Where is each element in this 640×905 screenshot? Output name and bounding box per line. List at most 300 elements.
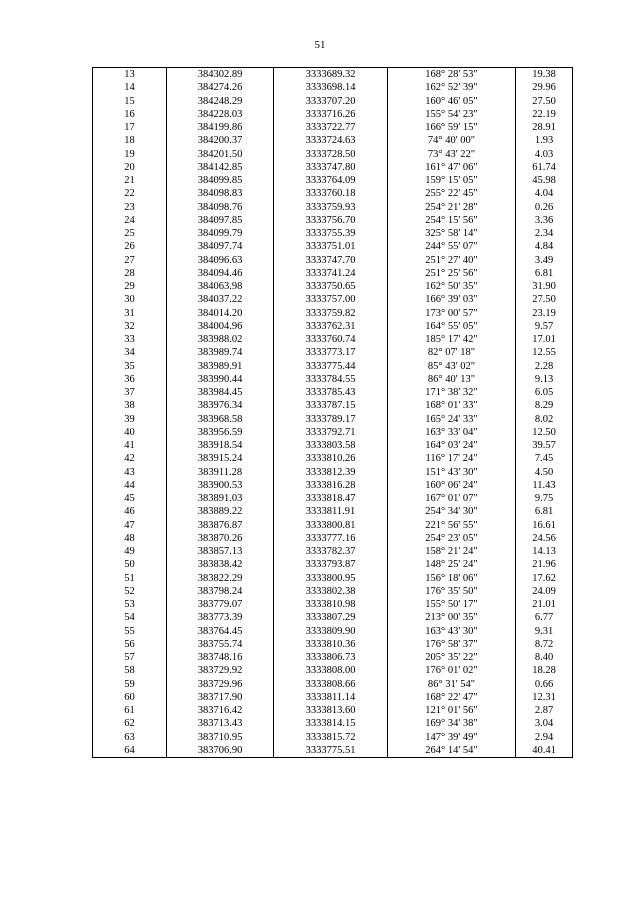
table-row <box>93 452 573 465</box>
page-number: 51 <box>314 39 326 51</box>
point-number-cell: 36 <box>93 373 167 386</box>
bearing-cell: 73° 43' 22" <box>388 148 516 161</box>
distance-cell: 2.87 <box>516 704 573 717</box>
y-coordinate-cell: 3333816.28 <box>274 479 388 492</box>
y-coordinate-cell: 3333760.74 <box>274 333 388 346</box>
table-row <box>93 293 573 306</box>
x-coordinate-cell: 383838.42 <box>167 558 274 571</box>
table-row <box>93 466 573 479</box>
distance-cell: 6.81 <box>516 267 573 280</box>
y-coordinate-cell: 3333722.77 <box>274 121 388 134</box>
x-coordinate-cell: 383968.58 <box>167 413 274 426</box>
y-coordinate-cell: 3333755.39 <box>274 227 388 240</box>
table-row <box>93 625 573 638</box>
bearing-cell: 251° 27' 40" <box>388 254 516 267</box>
bearing-cell: 121° 01' 56" <box>388 704 516 717</box>
bearing-cell: 173° 00' 57" <box>388 307 516 320</box>
coordinates-table-body <box>93 68 573 758</box>
x-coordinate-cell: 383900.53 <box>167 479 274 492</box>
bearing-cell: 163° 43' 30" <box>388 625 516 638</box>
point-number-cell: 32 <box>93 320 167 333</box>
distance-cell: 27.50 <box>516 293 573 306</box>
bearing-cell: 155° 54' 23" <box>388 108 516 121</box>
x-coordinate-cell: 383876.87 <box>167 519 274 532</box>
x-coordinate-cell: 383990.44 <box>167 373 274 386</box>
point-number-cell: 46 <box>93 505 167 518</box>
bearing-cell: 156° 18' 06" <box>388 572 516 585</box>
point-number-cell: 33 <box>93 333 167 346</box>
point-number-cell: 34 <box>93 346 167 359</box>
bearing-cell: 166° 59' 15" <box>388 121 516 134</box>
bearing-cell: 254° 15' 56" <box>388 214 516 227</box>
point-number-cell: 22 <box>93 187 167 200</box>
bearing-cell: 86° 31' 54" <box>388 678 516 691</box>
y-coordinate-cell: 3333698.14 <box>274 81 388 94</box>
bearing-cell: 160° 46' 05" <box>388 95 516 108</box>
point-number-cell: 63 <box>93 731 167 744</box>
point-number-cell: 52 <box>93 585 167 598</box>
x-coordinate-cell: 383755.74 <box>167 638 274 651</box>
x-coordinate-cell: 384037.22 <box>167 293 274 306</box>
point-number-cell: 38 <box>93 399 167 412</box>
y-coordinate-cell: 3333806.73 <box>274 651 388 664</box>
x-coordinate-cell: 384097.85 <box>167 214 274 227</box>
table-row <box>93 505 573 518</box>
bearing-cell: 176° 35' 50" <box>388 585 516 598</box>
y-coordinate-cell: 3333811.91 <box>274 505 388 518</box>
x-coordinate-cell: 383717.90 <box>167 691 274 704</box>
distance-cell: 8.72 <box>516 638 573 651</box>
point-number-cell: 60 <box>93 691 167 704</box>
distance-cell: 45.98 <box>516 174 573 187</box>
bearing-cell: 116° 17' 24" <box>388 452 516 465</box>
table-row <box>93 227 573 240</box>
point-number-cell: 25 <box>93 227 167 240</box>
bearing-cell: 168° 01' 33" <box>388 399 516 412</box>
bearing-cell: 160° 06' 24" <box>388 479 516 492</box>
bearing-cell: 158° 21' 24" <box>388 545 516 558</box>
point-number-cell: 31 <box>93 307 167 320</box>
distance-cell: 1.93 <box>516 134 573 147</box>
y-coordinate-cell: 3333773.17 <box>274 346 388 359</box>
table-row <box>93 598 573 611</box>
bearing-cell: 185° 17' 42" <box>388 333 516 346</box>
point-number-cell: 19 <box>93 148 167 161</box>
distance-cell: 21.01 <box>516 598 573 611</box>
distance-cell: 9.31 <box>516 625 573 638</box>
x-coordinate-cell: 383911.28 <box>167 466 274 479</box>
bearing-cell: 148° 25' 24" <box>388 558 516 571</box>
point-number-cell: 44 <box>93 479 167 492</box>
table-row <box>93 95 573 108</box>
table-row <box>93 360 573 373</box>
point-number-cell: 59 <box>93 678 167 691</box>
bearing-cell: 164° 03' 24" <box>388 439 516 452</box>
x-coordinate-cell: 383956.59 <box>167 426 274 439</box>
bearing-cell: 165° 24' 33" <box>388 413 516 426</box>
bearing-cell: 169° 34' 38" <box>388 717 516 730</box>
y-coordinate-cell: 3333724.63 <box>274 134 388 147</box>
bearing-cell: 168° 22' 47" <box>388 691 516 704</box>
point-number-cell: 16 <box>93 108 167 121</box>
distance-cell: 28.91 <box>516 121 573 134</box>
bearing-cell: 147° 39' 49" <box>388 731 516 744</box>
x-coordinate-cell: 384228.03 <box>167 108 274 121</box>
x-coordinate-cell: 383798.24 <box>167 585 274 598</box>
x-coordinate-cell: 384096.63 <box>167 254 274 267</box>
table-row <box>93 81 573 94</box>
distance-cell: 12.31 <box>516 691 573 704</box>
y-coordinate-cell: 3333787.15 <box>274 399 388 412</box>
x-coordinate-cell: 384098.76 <box>167 201 274 214</box>
bearing-cell: 166° 39' 03" <box>388 293 516 306</box>
x-coordinate-cell: 383889.22 <box>167 505 274 518</box>
point-number-cell: 27 <box>93 254 167 267</box>
point-number-cell: 13 <box>93 68 167 82</box>
distance-cell: 16.61 <box>516 519 573 532</box>
x-coordinate-cell: 384094.46 <box>167 267 274 280</box>
distance-cell: 9.13 <box>516 373 573 386</box>
distance-cell: 6.81 <box>516 505 573 518</box>
y-coordinate-cell: 3333803.58 <box>274 439 388 452</box>
point-number-cell: 42 <box>93 452 167 465</box>
distance-cell: 22.19 <box>516 108 573 121</box>
bearing-cell: 254° 34' 30" <box>388 505 516 518</box>
table-row <box>93 532 573 545</box>
table-row <box>93 320 573 333</box>
table-row <box>93 267 573 280</box>
bearing-cell: 254° 23' 05" <box>388 532 516 545</box>
table-row <box>93 254 573 267</box>
table-row <box>93 386 573 399</box>
table-row <box>93 108 573 121</box>
y-coordinate-cell: 3333759.93 <box>274 201 388 214</box>
y-coordinate-cell: 3333807.29 <box>274 611 388 624</box>
y-coordinate-cell: 3333759.82 <box>274 307 388 320</box>
x-coordinate-cell: 384099.85 <box>167 174 274 187</box>
coordinates-table <box>92 67 573 758</box>
x-coordinate-cell: 383773.39 <box>167 611 274 624</box>
point-number-cell: 64 <box>93 744 167 758</box>
x-coordinate-cell: 383984.45 <box>167 386 274 399</box>
distance-cell: 40.41 <box>516 744 573 758</box>
bearing-cell: 167° 01' 07" <box>388 492 516 505</box>
table-row <box>93 519 573 532</box>
point-number-cell: 26 <box>93 240 167 253</box>
x-coordinate-cell: 383891.03 <box>167 492 274 505</box>
point-number-cell: 62 <box>93 717 167 730</box>
distance-cell: 19.38 <box>516 68 573 82</box>
table-row <box>93 678 573 691</box>
distance-cell: 4.04 <box>516 187 573 200</box>
x-coordinate-cell: 383976.34 <box>167 399 274 412</box>
table-row <box>93 333 573 346</box>
y-coordinate-cell: 3333762.31 <box>274 320 388 333</box>
x-coordinate-cell: 383989.74 <box>167 346 274 359</box>
y-coordinate-cell: 3333716.26 <box>274 108 388 121</box>
table-row <box>93 201 573 214</box>
point-number-cell: 49 <box>93 545 167 558</box>
distance-cell: 2.34 <box>516 227 573 240</box>
bearing-cell: 213° 00' 35" <box>388 611 516 624</box>
table-row <box>93 240 573 253</box>
table-row <box>93 161 573 174</box>
x-coordinate-cell: 383764.45 <box>167 625 274 638</box>
table-row <box>93 399 573 412</box>
distance-cell: 14.13 <box>516 545 573 558</box>
table-row <box>93 373 573 386</box>
bearing-cell: 205° 35' 22" <box>388 651 516 664</box>
y-coordinate-cell: 3333777.16 <box>274 532 388 545</box>
x-coordinate-cell: 384014.20 <box>167 307 274 320</box>
x-coordinate-cell: 384098.83 <box>167 187 274 200</box>
y-coordinate-cell: 3333810.98 <box>274 598 388 611</box>
y-coordinate-cell: 3333785.43 <box>274 386 388 399</box>
table-row <box>93 717 573 730</box>
bearing-cell: 155° 50' 17" <box>388 598 516 611</box>
bearing-cell: 176° 01' 02" <box>388 664 516 677</box>
point-number-cell: 47 <box>93 519 167 532</box>
bearing-cell: 325° 58' 14" <box>388 227 516 240</box>
point-number-cell: 48 <box>93 532 167 545</box>
y-coordinate-cell: 3333784.55 <box>274 373 388 386</box>
bearing-cell: 163° 33' 04" <box>388 426 516 439</box>
bearing-cell: 164° 55' 05" <box>388 320 516 333</box>
table-row <box>93 413 573 426</box>
table-row <box>93 585 573 598</box>
table-row <box>93 214 573 227</box>
y-coordinate-cell: 3333756.70 <box>274 214 388 227</box>
bearing-cell: 221° 56' 55" <box>388 519 516 532</box>
x-coordinate-cell: 384248.29 <box>167 95 274 108</box>
bearing-cell: 151° 43' 30" <box>388 466 516 479</box>
y-coordinate-cell: 3333760.18 <box>274 187 388 200</box>
table-row <box>93 638 573 651</box>
x-coordinate-cell: 383779.07 <box>167 598 274 611</box>
y-coordinate-cell: 3333811.14 <box>274 691 388 704</box>
x-coordinate-cell: 383706.90 <box>167 744 274 758</box>
distance-cell: 7.45 <box>516 452 573 465</box>
point-number-cell: 43 <box>93 466 167 479</box>
table-row <box>93 572 573 585</box>
y-coordinate-cell: 3333750.65 <box>274 280 388 293</box>
bearing-cell: 74° 40' 00" <box>388 134 516 147</box>
y-coordinate-cell: 3333814.15 <box>274 717 388 730</box>
x-coordinate-cell: 384302.89 <box>167 68 274 82</box>
x-coordinate-cell: 384201.50 <box>167 148 274 161</box>
y-coordinate-cell: 3333747.70 <box>274 254 388 267</box>
table-row <box>93 492 573 505</box>
distance-cell: 3.36 <box>516 214 573 227</box>
point-number-cell: 39 <box>93 413 167 426</box>
x-coordinate-cell: 383918.54 <box>167 439 274 452</box>
y-coordinate-cell: 3333802.38 <box>274 585 388 598</box>
bearing-cell: 162° 52' 39" <box>388 81 516 94</box>
y-coordinate-cell: 3333815.72 <box>274 731 388 744</box>
point-number-cell: 56 <box>93 638 167 651</box>
y-coordinate-cell: 3333764.09 <box>274 174 388 187</box>
y-coordinate-cell: 3333747.80 <box>274 161 388 174</box>
point-number-cell: 29 <box>93 280 167 293</box>
y-coordinate-cell: 3333813.60 <box>274 704 388 717</box>
y-coordinate-cell: 3333809.90 <box>274 625 388 638</box>
y-coordinate-cell: 3333757.00 <box>274 293 388 306</box>
table-row <box>93 704 573 717</box>
x-coordinate-cell: 384200.37 <box>167 134 274 147</box>
distance-cell: 24.56 <box>516 532 573 545</box>
distance-cell: 12.55 <box>516 346 573 359</box>
table-row <box>93 174 573 187</box>
point-number-cell: 41 <box>93 439 167 452</box>
table-row <box>93 307 573 320</box>
distance-cell: 4.03 <box>516 148 573 161</box>
distance-cell: 4.50 <box>516 466 573 479</box>
point-number-cell: 40 <box>93 426 167 439</box>
distance-cell: 39.57 <box>516 439 573 452</box>
y-coordinate-cell: 3333812.39 <box>274 466 388 479</box>
y-coordinate-cell: 3333741.24 <box>274 267 388 280</box>
table-row <box>93 187 573 200</box>
x-coordinate-cell: 383915.24 <box>167 452 274 465</box>
table-row <box>93 731 573 744</box>
point-number-cell: 24 <box>93 214 167 227</box>
distance-cell: 31.90 <box>516 280 573 293</box>
distance-cell: 8.02 <box>516 413 573 426</box>
x-coordinate-cell: 383988.02 <box>167 333 274 346</box>
table-row <box>93 664 573 677</box>
y-coordinate-cell: 3333751.01 <box>274 240 388 253</box>
x-coordinate-cell: 384199.86 <box>167 121 274 134</box>
distance-cell: 0.26 <box>516 201 573 214</box>
table-row <box>93 439 573 452</box>
distance-cell: 3.49 <box>516 254 573 267</box>
table-row <box>93 545 573 558</box>
x-coordinate-cell: 383716.42 <box>167 704 274 717</box>
y-coordinate-cell: 3333810.36 <box>274 638 388 651</box>
y-coordinate-cell: 3333800.95 <box>274 572 388 585</box>
bearing-cell: 159° 15' 05" <box>388 174 516 187</box>
bearing-cell: 251° 25' 56" <box>388 267 516 280</box>
distance-cell: 61.74 <box>516 161 573 174</box>
table-row <box>93 611 573 624</box>
point-number-cell: 57 <box>93 651 167 664</box>
x-coordinate-cell: 384097.74 <box>167 240 274 253</box>
x-coordinate-cell: 383822.29 <box>167 572 274 585</box>
table-row <box>93 346 573 359</box>
point-number-cell: 20 <box>93 161 167 174</box>
point-number-cell: 37 <box>93 386 167 399</box>
y-coordinate-cell: 3333707.20 <box>274 95 388 108</box>
table-row <box>93 121 573 134</box>
distance-cell: 17.01 <box>516 333 573 346</box>
x-coordinate-cell: 383989.91 <box>167 360 274 373</box>
bearing-cell: 171° 38' 32" <box>388 386 516 399</box>
bearing-cell: 264° 14' 54" <box>388 744 516 758</box>
x-coordinate-cell: 383748.16 <box>167 651 274 664</box>
x-coordinate-cell: 384063.98 <box>167 280 274 293</box>
y-coordinate-cell: 3333775.44 <box>274 360 388 373</box>
y-coordinate-cell: 3333808.00 <box>274 664 388 677</box>
x-coordinate-cell: 384274.26 <box>167 81 274 94</box>
distance-cell: 27.50 <box>516 95 573 108</box>
y-coordinate-cell: 3333818.47 <box>274 492 388 505</box>
table-row <box>93 280 573 293</box>
point-number-cell: 58 <box>93 664 167 677</box>
x-coordinate-cell: 383713.43 <box>167 717 274 730</box>
distance-cell: 6.05 <box>516 386 573 399</box>
x-coordinate-cell: 384004.96 <box>167 320 274 333</box>
y-coordinate-cell: 3333800.81 <box>274 519 388 532</box>
distance-cell: 4.84 <box>516 240 573 253</box>
point-number-cell: 17 <box>93 121 167 134</box>
distance-cell: 12.50 <box>516 426 573 439</box>
bearing-cell: 161° 47' 06" <box>388 161 516 174</box>
distance-cell: 8.29 <box>516 399 573 412</box>
point-number-cell: 61 <box>93 704 167 717</box>
point-number-cell: 53 <box>93 598 167 611</box>
bearing-cell: 255° 22' 45" <box>388 187 516 200</box>
bearing-cell: 82° 07' 18" <box>388 346 516 359</box>
x-coordinate-cell: 383729.96 <box>167 678 274 691</box>
table-row <box>93 479 573 492</box>
y-coordinate-cell: 3333792.71 <box>274 426 388 439</box>
point-number-cell: 30 <box>93 293 167 306</box>
bearing-cell: 254° 21' 28" <box>388 201 516 214</box>
point-number-cell: 23 <box>93 201 167 214</box>
x-coordinate-cell: 383710.95 <box>167 731 274 744</box>
table-row <box>93 691 573 704</box>
table-row <box>93 426 573 439</box>
y-coordinate-cell: 3333793.87 <box>274 558 388 571</box>
bearing-cell: 168° 28' 53" <box>388 68 516 82</box>
distance-cell: 11.43 <box>516 479 573 492</box>
distance-cell: 8.40 <box>516 651 573 664</box>
distance-cell: 21.96 <box>516 558 573 571</box>
bearing-cell: 85° 43' 02" <box>388 360 516 373</box>
point-number-cell: 35 <box>93 360 167 373</box>
point-number-cell: 45 <box>93 492 167 505</box>
point-number-cell: 28 <box>93 267 167 280</box>
table-row <box>93 558 573 571</box>
distance-cell: 2.28 <box>516 360 573 373</box>
point-number-cell: 51 <box>93 572 167 585</box>
y-coordinate-cell: 3333728.50 <box>274 148 388 161</box>
bearing-cell: 162° 50' 35" <box>388 280 516 293</box>
x-coordinate-cell: 383729.92 <box>167 664 274 677</box>
y-coordinate-cell: 3333789.17 <box>274 413 388 426</box>
table-row <box>93 68 573 82</box>
bearing-cell: 176° 58' 37" <box>388 638 516 651</box>
distance-cell: 9.75 <box>516 492 573 505</box>
distance-cell: 23.19 <box>516 307 573 320</box>
distance-cell: 9.57 <box>516 320 573 333</box>
distance-cell: 17.62 <box>516 572 573 585</box>
point-number-cell: 55 <box>93 625 167 638</box>
x-coordinate-cell: 383870.26 <box>167 532 274 545</box>
table-row <box>93 134 573 147</box>
bearing-cell: 86° 40' 13" <box>388 373 516 386</box>
x-coordinate-cell: 384099.79 <box>167 227 274 240</box>
table-row <box>93 651 573 664</box>
point-number-cell: 50 <box>93 558 167 571</box>
bearing-cell: 244° 55' 07" <box>388 240 516 253</box>
table-row <box>93 744 573 758</box>
y-coordinate-cell: 3333775.51 <box>274 744 388 758</box>
point-number-cell: 18 <box>93 134 167 147</box>
point-number-cell: 15 <box>93 95 167 108</box>
distance-cell: 24.09 <box>516 585 573 598</box>
point-number-cell: 14 <box>93 81 167 94</box>
